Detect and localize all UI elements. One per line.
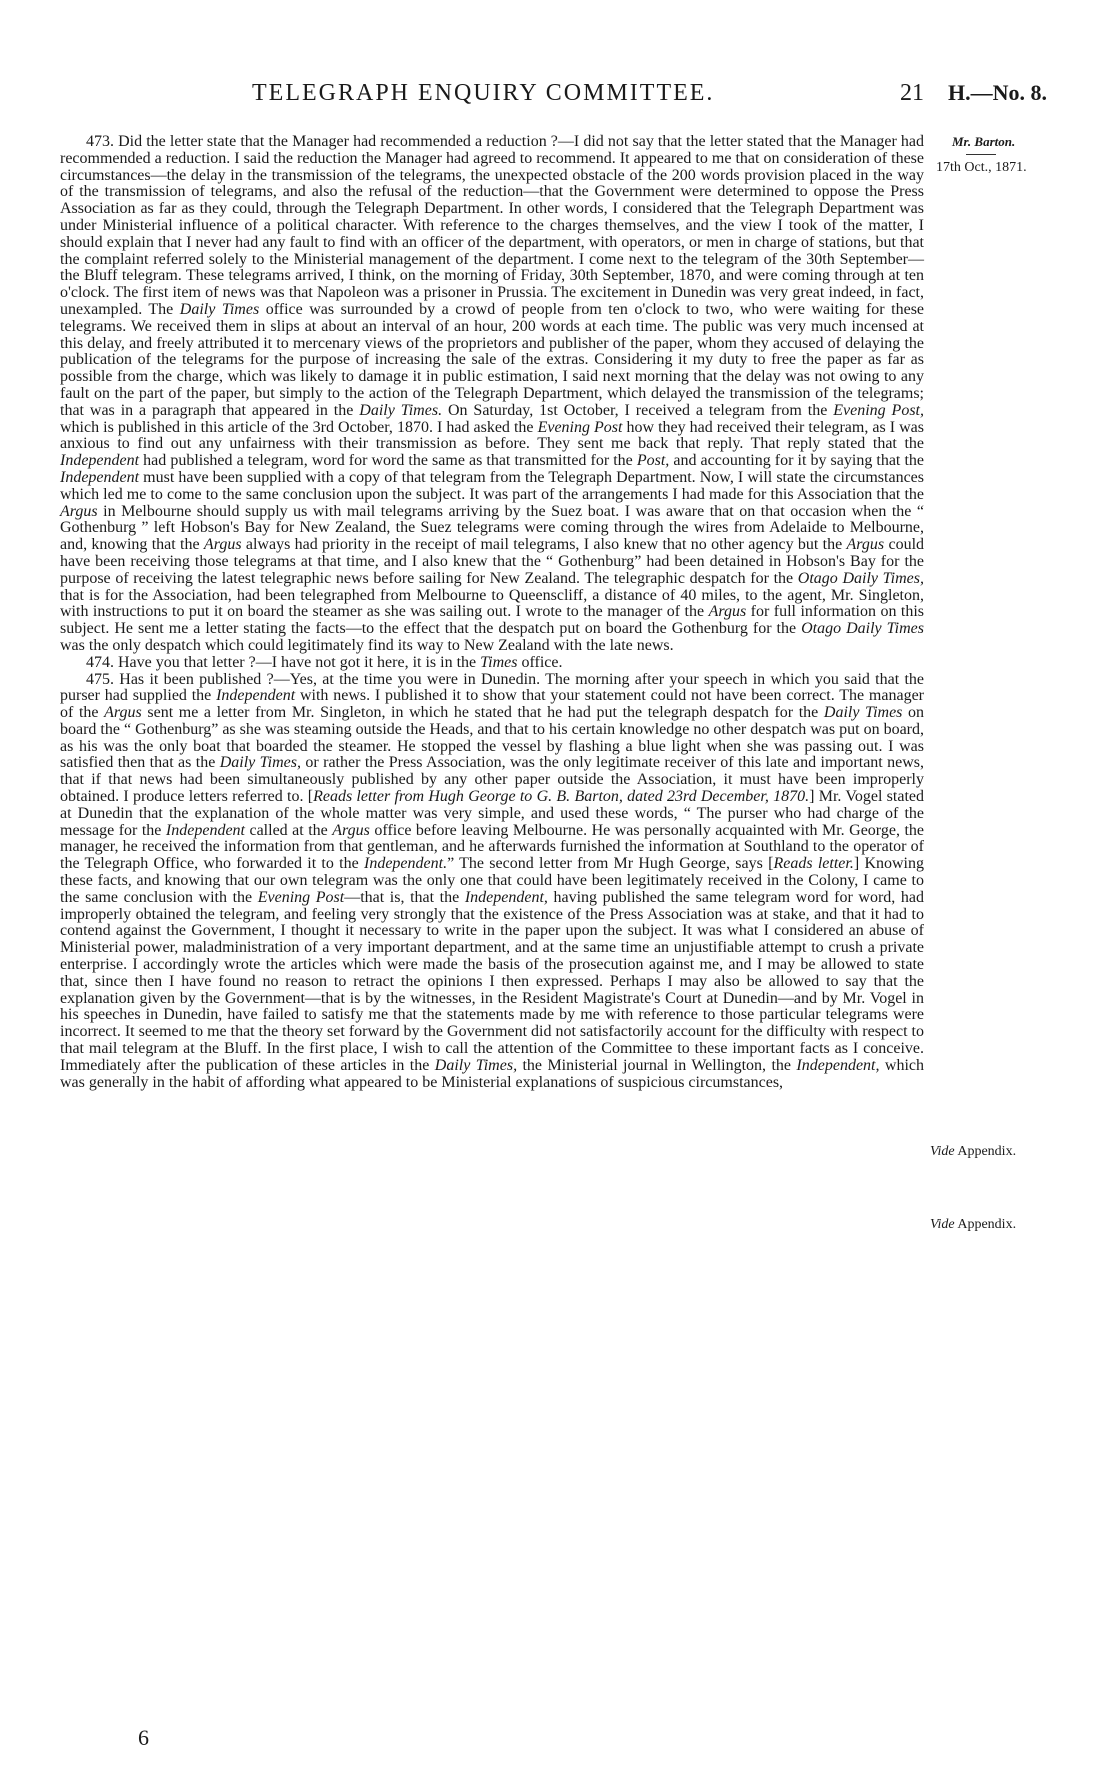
signature-mark: 6	[138, 1725, 149, 1750]
text-run: ] Mr. Vogel stated at Dunedin that the explanation of the whole matter was very simple, and used these words, “ The purser who had charge of the message for the	[60, 788, 925, 839]
text-run: called at the	[244, 821, 333, 839]
testimony-paragraph	[60, 672, 924, 1092]
italic-text: Otago Daily Times,	[797, 569, 924, 587]
page-header	[0, 80, 1114, 110]
text-run: for full information on this subject. He sent me a letter stating the facts—to the effect that the despatch put on board the Gothenburg for the	[60, 603, 925, 638]
text-run: how they had received their telegram, as I was anxious to find out any unfairness with their transmission as before. They sent me back that reply. That reply stated that the	[60, 418, 924, 453]
italic-text: Evening Post	[257, 888, 345, 906]
text-run: had published a telegram, word for word the same as that transmitted for the	[139, 452, 637, 470]
text-run: and accounting for it by saying that the	[669, 452, 924, 470]
text-run: office before leaving Melbourne. He was personally acquainted with Mr. George, the manager, he received the information from that gentleman, and he afterwards furnished the information at Southland to the operator of the Telegraph Office, who forwarded it to the	[60, 821, 924, 873]
text-run: with news. I published it to show that your statement could not have been correct. The manager of the	[60, 687, 925, 722]
italic-text: Times	[480, 653, 518, 671]
text-run: the Ministerial journal in Wellington, the	[517, 1056, 797, 1074]
italic-text: Daily Times	[823, 704, 903, 722]
text-run: having published the same telegram word for word, had improperly obtained the telegram, and feeling very strongly that the existence of the Press Association was at stake, and that it had to contend against the Government, I thought it necessary to write in the paper upon the subject. It was what I considered an abuse of Ministerial power, maladministration of a very important department, and at the same time an unjustifiable attempt to crush a private enterprise. I accordingly wrote the articles which were made the basis of the prosecution against me, and I may be allowed to state that, since then I have found no reason to retract the opinions I then expressed. Perhaps I may also be allowed to say that the explanation given by the Government—that is by the witnesses, in the Resident Magistrate's Court at Dunedin—and by Mr. Vogel in his speeches in Dunedin, have failed to satisfy me that the statements made by me with reference to those particular telegrams were incorrect. It seemed to me that the theory set forward by the Government did not satisfactorily account for the difficulty with respect to that mail telegram at the Bluff. In the first place, I wish to call the attention of the Committee to these important facts as I conceive. Immediately after the publication of these articles in the	[60, 888, 924, 1074]
text-run: in Melbourne should supply us with mail telegrams arriving by the Suez boat. I was aware that on that occasion when the “ Gothenburg ” left Hobson's Bay for New Zealand, the Suez telegrams were coming through the wires from Adelaide to Melbourne, and, knowing that the	[60, 502, 924, 554]
text-run: which is published in this article of the 3rd October, 1870. I had asked the	[60, 418, 538, 436]
italic-text: Reads letter from Hugh George to G. B. Barton, dated 23rd December, 1870.	[313, 788, 810, 806]
italic-text: Otago Daily Times	[801, 620, 925, 638]
italic-text: Independent,	[796, 1056, 880, 1074]
text-run: office.	[517, 653, 563, 671]
text-run: that is for the Association, had been telegraphed from Melbourne to Queenscliff, a distance of 40 miles, to the agent, Mr. Singleton, with instructions to put it on board the steamer as she was sailing out. I wrote to the manager of the	[60, 586, 924, 621]
text-run: —that is, that the	[344, 888, 465, 906]
margin-rule	[966, 154, 996, 155]
italic-text: Daily Times	[179, 300, 260, 318]
italic-text: Evening Post,	[833, 401, 924, 419]
testimony-paragraph	[60, 655, 924, 672]
text-run: On Saturday, 1st October, I received a telegram from the	[442, 401, 834, 419]
text-run: ” The second letter from Mr Hugh George, says [	[447, 855, 774, 873]
testimony-body	[60, 134, 924, 1091]
italic-text: Argus	[332, 821, 370, 839]
italic-text: Post,	[636, 452, 670, 470]
text-run: must have been supplied with a copy of that telegram from the Telegraph Department. Now, I will state the circumstances which led me to come to the same conclusion upon the subject. It was part of the arrangements I had made for this Association that the	[60, 468, 924, 503]
italic-text: Independent	[60, 452, 140, 470]
italic-text: Independent.	[363, 855, 448, 873]
italic-text: Independent	[60, 468, 140, 486]
italic-text: Daily Times.	[359, 401, 443, 419]
italic-text: Argus	[203, 536, 242, 554]
margin-vide-appendix-note: Vide Appendix.	[930, 1144, 1017, 1159]
italic-text: Evening Post	[537, 418, 623, 436]
italic-text: Independent,	[464, 888, 548, 906]
text-run: sent me a letter from Mr. Singleton, in which he stated that he had put the telegraph despatch for the	[141, 704, 824, 722]
text-run: 475. Has it been published ?—Yes, at the time you were in Dunedin. The morning after your speech in which you said that the purser had supplied the	[60, 670, 924, 705]
margin-vide-appendix-note: Vide Appendix.	[930, 1217, 1017, 1232]
testimony-paragraph	[60, 134, 924, 655]
paper-reference: H.—No. 8.	[948, 80, 1047, 105]
italic-text: Independent	[165, 821, 245, 839]
margin-witness-name: Mr. Barton.	[952, 134, 1016, 149]
text-run: on board the “ Gothenburg” as she was steaming outside the Heads, and that to his certain knowledge no other despatch was put on board, as his was the only boat that boarded the steamer. He stopped the vessel by flashing a blue light when she was passing out. I was satisfied then that as the	[60, 704, 925, 772]
text-run: 473. Did the letter state that the Manager had recommended a reduction ?—I did not say that the letter stated that the Manager had recommended a reduction. I said the reduction the Manager had agreed to recommend. It appeared to me that on consideration of these circumstances—the delay in the transmission of the telegrams, the unexpected obstacle of the 200 words provision placed in the way of the transmission of telegrams, and also the refusal of the reduction—that the Government were determined to oppose the Press Association as far as they could, through the Telegraph Department. In other words, I considered that the Telegraph Department was under Ministerial influence of a political character. With reference to the charges themselves, and the view I took of the matter, I should explain that I never had any fault to find with an officer of the department, with operators, or men in charge of stations, but that the complaint referred solely to the Ministerial management of the department. I come next to the telegram of the 30th September—the Bluff telegram. These telegrams arrived, I think, on the morning of Friday, 30th September, 1870, and were coming through at ten o'clock. The first item of news was that Napoleon was a prisoner in Prussia. The excitement in Dunedin was very great indeed, in fact, unexampled. The	[60, 133, 924, 318]
text-run: which was generally in the habit of affording what appeared to be Ministerial explanations of suspicious circumstances,	[60, 1056, 925, 1091]
italic-text: Daily Times,	[219, 754, 301, 772]
text-run: 474. Have you that letter ?—I have not got it here, it is in the	[86, 653, 481, 671]
italic-text: Reads letter.	[773, 855, 854, 873]
text-run: was the only despatch which could legitimately find its way to New Zealand with the late news.	[60, 636, 674, 654]
italic-text: Argus	[708, 603, 747, 621]
text-run: could have been receiving those telegrams at that time, and I also knew that the “ Gothenburg” had been detained in Hobson's Bay for the purpose of receiving the latest telegraphic news before sailing for New Zealand. The telegraphic despatch for the	[60, 536, 925, 587]
text-run: ] Knowing these facts, and knowing that our own telegram was the only one that could have been legitimately received in the Colony, I came to the same conclusion with the	[60, 855, 925, 906]
margin-date: 17th Oct., 1871.	[936, 160, 1027, 175]
running-title: TELEGRAPH ENQUIRY COMMITTEE.	[252, 80, 715, 106]
page-number: 21	[900, 80, 924, 106]
italic-text: Argus	[60, 502, 98, 520]
italic-text: Independent	[216, 687, 296, 705]
text-run: office was surrounded by a crowd of people from ten o'clock to two, who were waiting for these telegrams. We received them in slips at about an interval of an hour, 200 words at each time. The public was very much incensed at this delay, and freely attributed it to mercenary views of the proprietors and publisher of the paper, whom they accused of delaying the publication of the telegrams for the purpose of increasing the sale of the extras. Considering it my duty to free the paper as far as possible from the charge, which was likely to damage it in public estimation, I said next morning that the delay was not owing to any fault on the part of the paper, but simply to the action of the Telegraph Department, which delayed the transmission of the telegrams; that was in a paragraph that appeared in the	[60, 300, 925, 419]
italic-text: Daily Times,	[434, 1056, 518, 1074]
text-run: or rather the Press Association, was the only legitimate receiver of this late and important news, that if that news had been simultaneously published by any other paper outside the Association, it must have been improperly obtained. I produce letters referred to. [	[60, 754, 925, 806]
italic-text: Argus	[846, 536, 885, 554]
italic-text: Argus	[104, 704, 142, 722]
text-run: always had priority in the receipt of mail telegrams, I also knew that no other agency but the	[241, 536, 847, 554]
